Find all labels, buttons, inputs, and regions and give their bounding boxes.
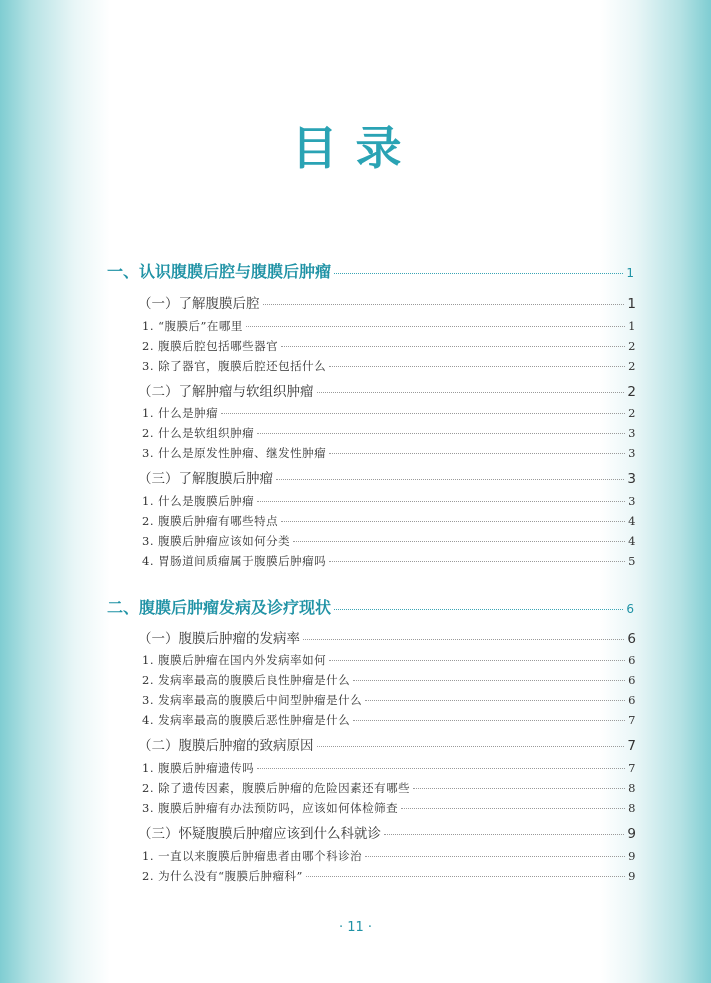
toc-entry-page: 7 — [627, 738, 636, 754]
dot-leader — [221, 401, 625, 414]
toc-entry-page: 7 — [628, 712, 636, 727]
toc-entry-page: 1 — [627, 296, 636, 312]
toc-entry-title: 二、腹膜后肿瘤发病及诊疗现状 — [107, 598, 332, 617]
dot-leader — [317, 379, 625, 394]
dot-leader — [276, 466, 624, 481]
toc-entry-page: 4 — [628, 513, 636, 528]
dot-leader — [263, 291, 625, 306]
toc-entry-page: 9 — [627, 826, 636, 842]
toc-entry-page: 2 — [628, 405, 636, 420]
toc-entry-title: 4. 发病率最高的腹膜后恶性肿瘤是什么 — [142, 712, 351, 727]
toc-entry-title: （三）怀疑腹膜后肿瘤应该到什么科就诊 — [138, 826, 381, 842]
toc-entry-page: 1 — [628, 318, 636, 333]
toc-entry-title: 1. 腹膜后肿瘤遗传吗 — [142, 760, 255, 775]
dot-leader — [353, 708, 625, 721]
dot-leader — [281, 334, 625, 347]
toc-entry-page: 3 — [628, 493, 636, 508]
toc-entry-page: 8 — [628, 800, 636, 815]
toc-entry-title: 3. 除了器官，腹膜后腔还包括什么 — [142, 358, 327, 373]
toc-entry-page: 2 — [628, 338, 636, 353]
dot-leader — [281, 509, 625, 522]
toc-entry-page: 9 — [628, 868, 636, 883]
toc-sub-row[interactable] — [138, 292, 636, 312]
toc-entry-title: 4. 胃肠道间质瘤属于腹膜后肿瘤吗 — [142, 553, 327, 568]
toc-sub-row[interactable] — [138, 380, 636, 400]
page-title: 目录 — [291, 121, 420, 175]
toc-entry-title: 3. 腹膜后肿瘤有办法预防吗，应该如何体检筛查 — [142, 800, 399, 815]
dot-leader — [334, 593, 623, 610]
toc-entry-title: 1. 什么是腹膜后肿瘤 — [142, 493, 255, 508]
toc-entry-page: 1 — [626, 266, 634, 280]
toc-entry-page: 6 — [628, 672, 636, 687]
toc-section-row[interactable] — [107, 595, 634, 618]
toc-item-row[interactable] — [142, 357, 636, 374]
toc-entry-title: （二）腹膜后肿瘤的致病原因 — [138, 738, 314, 754]
toc-item-row[interactable] — [142, 779, 636, 796]
dot-leader — [306, 864, 625, 877]
toc-sub-row[interactable] — [138, 467, 636, 487]
toc-entry-title: （一）了解腹膜后腔 — [138, 296, 260, 312]
dot-leader — [317, 733, 625, 748]
toc-entry-page: 6 — [628, 652, 636, 667]
toc-entry-page: 3 — [628, 445, 636, 460]
toc-entry-title: 一、认识腹膜后腔与腹膜后肿瘤 — [107, 262, 332, 281]
toc-sub-row[interactable] — [138, 822, 636, 842]
toc-item-row[interactable] — [142, 404, 636, 421]
dot-leader — [329, 549, 625, 562]
toc-entry-page: 2 — [628, 358, 636, 373]
toc-sub-row[interactable] — [138, 627, 636, 647]
toc-section-row[interactable] — [107, 259, 634, 282]
dot-leader — [257, 421, 625, 434]
dot-leader — [293, 529, 625, 542]
toc-item-row[interactable] — [142, 317, 636, 334]
toc-entry-page: 6 — [628, 692, 636, 707]
toc-item-row[interactable] — [142, 799, 636, 816]
toc-entry-title: 3. 腹膜后肿瘤应该如何分类 — [142, 533, 291, 548]
toc-entry-title: （二）了解肿瘤与软组织肿瘤 — [138, 384, 314, 400]
dot-leader — [257, 756, 625, 769]
dot-leader — [257, 489, 625, 502]
toc-entry-title: 3. 发病率最高的腹膜后中间型肿瘤是什么 — [142, 692, 363, 707]
dot-leader — [334, 257, 623, 274]
toc-item-row[interactable] — [142, 691, 636, 708]
toc-item-row[interactable] — [142, 711, 636, 728]
toc-item-row[interactable] — [142, 444, 636, 461]
toc-entry-page: 4 — [628, 533, 636, 548]
dot-leader — [303, 626, 624, 641]
toc-entry-title: 1. 一直以来腹膜后肿瘤患者由哪个科诊治 — [142, 848, 363, 863]
toc-entry-title: 2. 腹膜后肿瘤有哪些特点 — [142, 513, 279, 528]
toc-item-row[interactable] — [142, 651, 636, 668]
toc-entry-title: 1. 什么是肿瘤 — [142, 405, 219, 420]
toc-entry-page: 2 — [627, 384, 636, 400]
toc-entry-page: 6 — [627, 631, 636, 647]
toc-entry-page: 3 — [628, 425, 636, 440]
toc-entry-title: 3. 什么是原发性肿瘤、继发性肿瘤 — [142, 445, 327, 460]
dot-leader — [365, 688, 625, 701]
toc-item-row[interactable] — [142, 337, 636, 354]
toc-entry-page: 8 — [628, 780, 636, 795]
dot-leader — [246, 314, 625, 327]
toc-sub-row[interactable] — [138, 734, 636, 754]
toc-entry-page: 3 — [627, 471, 636, 487]
toc-item-row[interactable] — [142, 847, 636, 864]
toc-entry-title: 2. 发病率最高的腹膜后良性肿瘤是什么 — [142, 672, 351, 687]
toc-item-row[interactable] — [142, 424, 636, 441]
toc-item-row[interactable] — [142, 552, 636, 569]
toc-entry-title: 2. 什么是软组织肿瘤 — [142, 425, 255, 440]
toc-entry-title: 2. 腹膜后腔包括哪些器官 — [142, 338, 279, 353]
dot-leader — [353, 668, 625, 681]
dot-leader — [329, 441, 625, 454]
toc-entry-title: （一）腹膜后肿瘤的发病率 — [138, 631, 300, 647]
toc-entry-title: 2. 除了遗传因素，腹膜后肿瘤的危险因素还有哪些 — [142, 780, 411, 795]
dot-leader — [384, 821, 624, 836]
toc-entry-page: 7 — [628, 760, 636, 775]
toc-item-row[interactable] — [142, 671, 636, 688]
toc-entry-title: （三）了解腹膜后肿瘤 — [138, 471, 273, 487]
toc-entry-page: 6 — [626, 602, 634, 616]
toc-entry-title: 1. “腹膜后”在哪里 — [142, 318, 243, 333]
toc-entry-page: 5 — [628, 553, 636, 568]
toc-entry-title: 2. 为什么没有“腹膜后肿瘤科” — [142, 868, 303, 883]
toc-item-row[interactable] — [142, 867, 636, 884]
page-number: · 11 · — [338, 920, 373, 935]
dot-leader — [329, 354, 625, 367]
dot-leader — [329, 648, 625, 661]
toc-item-row[interactable] — [142, 492, 636, 509]
toc-item-row[interactable] — [142, 532, 636, 549]
dot-leader — [365, 844, 625, 857]
toc-entry-page: 9 — [628, 848, 636, 863]
dot-leader — [401, 796, 625, 809]
toc-item-row[interactable] — [142, 512, 636, 529]
toc-entry-title: 1. 腹膜后肿瘤在国内外发病率如何 — [142, 652, 327, 667]
toc-item-row[interactable] — [142, 759, 636, 776]
dot-leader — [413, 776, 625, 789]
